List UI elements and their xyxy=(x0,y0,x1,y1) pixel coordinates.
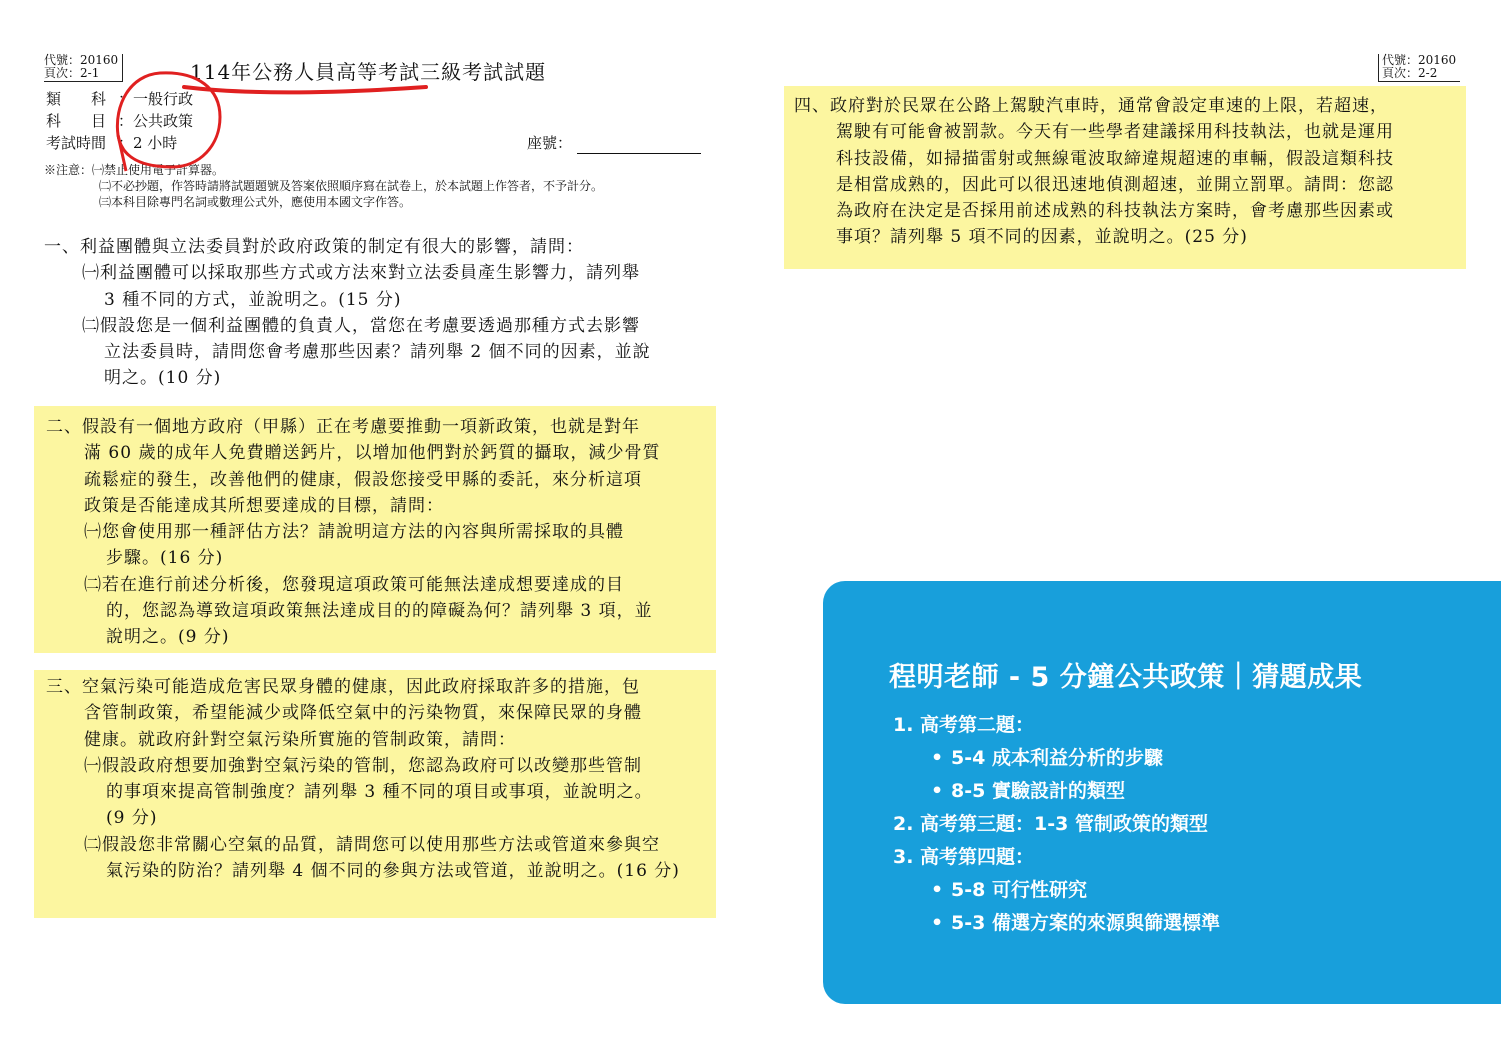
question-line: 為政府在決定是否採用前述成熟的科技執法方案時，會考慮那些因素或 xyxy=(836,201,1394,222)
card-subitem xyxy=(893,742,1220,775)
card-subitem xyxy=(893,874,1220,907)
question-2-highlight xyxy=(34,406,716,653)
question-line: 二、假設有一個地方政府（甲縣）正在考慮要推動一項新政策，也就是對年 xyxy=(46,417,640,437)
exam-code: 代號：20160 xyxy=(44,53,119,67)
question-line: ㈠您會使用那一種評估方法？請說明這方法的內容與所需採取的具體 xyxy=(84,522,624,543)
question-line: 健康。就政府針對空氣污染所實施的管制政策，請問： xyxy=(84,729,516,750)
question-line: ㈡假設您非常關心空氣的品質，請問您可以使用那些方法或管道來參與空 xyxy=(84,834,660,855)
question-line: ㈠利益團體可以採取那些方式或方法來對立法委員產生影響力，請列舉 xyxy=(82,263,640,284)
question-line: 立法委員時，請問您會考慮那些因素？請列舉 2 個不同的因素，並說 xyxy=(104,342,651,363)
question-line: 滿 60 歲的成年人免費贈送鈣片，以增加他們對於鈣質的攝取，減少骨質 xyxy=(84,443,661,464)
exam-code: 代號：20160 xyxy=(1382,53,1457,67)
question-line: 科技設備，如掃描雷射或無線電波取締違規超速的車輛，假設這類科技 xyxy=(836,148,1394,169)
card-subitem xyxy=(893,775,1220,808)
question-line: 氣污染的防治？請列舉 4 個不同的參與方法或管道，並說明之。(16 分) xyxy=(106,861,680,882)
question-line: 事項？請列舉 5 項不同的因素，並說明之。(25 分) xyxy=(836,227,1248,248)
bullet-icon: • xyxy=(931,879,944,901)
question-line: 是相當成熟的，因此可以很迅速地偵測超速，並開立罰單。請問：您認 xyxy=(836,174,1394,195)
title-underline-mark xyxy=(184,87,426,92)
card-subitem-text: 5-4 成本利益分析的步驟 xyxy=(951,747,1163,769)
card-subitem-text: 5-3 備選方案的來源與篩選標準 xyxy=(951,912,1220,934)
question-line: 說明之。(9 分) xyxy=(106,627,230,648)
card-subitem-text: 5-8 可行性研究 xyxy=(951,879,1087,901)
note-line: ㈡不必抄題，作答時請將試題題號及答案依照順序寫在試卷上，於本試題上作答者，不予計分。 xyxy=(99,179,604,193)
subject-circle-mark xyxy=(117,73,220,167)
question-4 xyxy=(784,86,1466,251)
question-line: 含管制政策，希望能減少或降低空氣中的污染物質，來保障民眾的身體 xyxy=(84,703,642,724)
card-subitem xyxy=(893,907,1220,940)
question-line: 政策是否能達成其所想要達成的目標，請問： xyxy=(84,495,444,516)
question-line: 三、空氣污染可能造成危害民眾身體的健康，因此政府採取許多的措施，包 xyxy=(46,677,640,697)
question-line: 的，您認為導致這項政策無法達成目的的障礙為何？請列舉 3 項，並 xyxy=(106,601,653,622)
question-3 xyxy=(34,670,716,884)
bullet-icon: • xyxy=(931,912,944,934)
question-1 xyxy=(44,234,714,392)
card-item: 3. 高考第四題： xyxy=(893,846,1035,868)
bullet-icon: • xyxy=(931,747,944,769)
note-line: ㈢本科目除專門名詞或數理公式外，應使用本國文字作答。 xyxy=(99,195,412,209)
category-label: 類 科 xyxy=(46,90,107,108)
subject-value: ：公共政策 xyxy=(118,112,194,130)
question-line: 駕駛有可能會被罰款。今天有一些學者建議採用科技執法，也就是運用 xyxy=(836,122,1394,143)
question-line: 一、利益團體與立法委員對於政府政策的制定有很大的影響，請問： xyxy=(44,237,584,257)
seat-blank xyxy=(577,139,701,154)
question-line: ㈡假設您是一個利益團體的負責人，當您在考慮要透過那種方式去影響 xyxy=(82,315,640,336)
card-item: 2. 高考第三題：1-3 管制政策的類型 xyxy=(893,813,1208,835)
prediction-card xyxy=(823,581,1501,1004)
question-line: ㈡若在進行前述分析後，您發現這項政策可能無法達成想要達成的目 xyxy=(84,574,624,595)
exam-title: 114年公務人員高等考試三級考試試題 xyxy=(190,60,547,84)
card-subitem-text: 8-5 實驗設計的類型 xyxy=(951,780,1125,802)
card-title: 程明老師 - 5 分鐘公共政策｜猜題成果 xyxy=(889,662,1363,693)
question-line: 四、政府對於民眾在公路上駕駛汽車時，通常會設定車速的上限，若超速， xyxy=(794,96,1388,116)
page-number: 頁次：2-1 xyxy=(44,66,100,80)
question-line: ㈠假設政府想要加強對空氣污染的管制，您認為政府可以改變那些管制 xyxy=(84,755,642,776)
question-4-highlight xyxy=(784,86,1466,269)
category-value: ：一般行政 xyxy=(118,90,194,108)
card-list xyxy=(893,709,1220,940)
seat-number xyxy=(527,132,701,154)
question-line: 的事項來提高管制強度？請列舉 3 種不同的項目或事項，並說明之。 xyxy=(106,782,653,803)
question-line: (9 分) xyxy=(106,808,158,829)
red-annotation xyxy=(100,55,440,175)
right-code-box xyxy=(1378,54,1460,82)
question-line: 3 種不同的方式，並說明之。(15 分) xyxy=(104,289,402,310)
question-3-highlight xyxy=(34,670,716,918)
question-line: 步驟。(16 分) xyxy=(106,548,224,569)
time-value: ：2 小時 xyxy=(118,134,178,152)
question-line: 明之。(10 分) xyxy=(104,368,222,389)
subject-label: 科 目 xyxy=(46,112,107,130)
page-number: 頁次：2-2 xyxy=(1382,66,1438,80)
time-label: 考試時間 xyxy=(46,134,107,152)
question-line: 疏鬆症的發生，改善他們的健康，假設您接受甲縣的委託，來分析這項 xyxy=(84,469,642,490)
bullet-icon: • xyxy=(931,780,944,802)
note-line: ※注意：㈠禁止使用電子計算器。 xyxy=(44,163,225,177)
seat-label: 座號： xyxy=(527,134,573,152)
question-2 xyxy=(34,406,716,651)
card-item: 1. 高考第二題： xyxy=(893,714,1035,736)
